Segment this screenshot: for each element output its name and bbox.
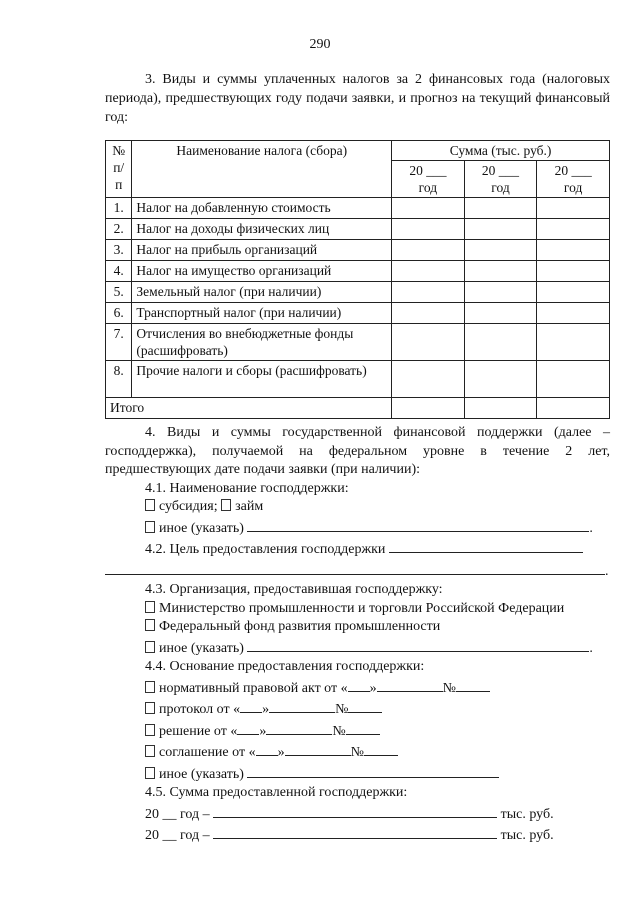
- unit-label: тыс. руб.: [500, 806, 554, 822]
- section-4: [105, 424, 610, 846]
- row-cell[interactable]: [537, 361, 610, 398]
- purpose-input-continued[interactable]: [105, 560, 605, 575]
- checkbox[interactable]: [145, 745, 155, 757]
- option-label: займ: [235, 499, 264, 514]
- row-cell[interactable]: [464, 261, 537, 282]
- row-cell[interactable]: [392, 303, 465, 324]
- checkbox[interactable]: [145, 767, 155, 779]
- date-day-input[interactable]: [256, 741, 278, 756]
- row-name: Налог на добавленную стоимость: [132, 198, 392, 219]
- row-cell[interactable]: [464, 398, 537, 419]
- row-cell[interactable]: [537, 240, 610, 261]
- date-input[interactable]: [269, 698, 335, 713]
- option-label: Федеральный фонд развития промышленности: [159, 619, 441, 634]
- date-input[interactable]: [377, 677, 443, 692]
- row-cell[interactable]: [392, 198, 465, 219]
- row-num: 7.: [106, 324, 132, 361]
- row-cell[interactable]: [392, 261, 465, 282]
- checkbox[interactable]: [145, 499, 155, 511]
- other-input[interactable]: [247, 637, 589, 652]
- row-num: 4.: [106, 261, 132, 282]
- year-prefix: 20 ___: [409, 163, 447, 178]
- option-label: Министерство промышленности и торговли Российской Федерации: [159, 600, 565, 616]
- checkbox[interactable]: [221, 499, 231, 511]
- s41-other: иное (указать) .: [105, 517, 610, 539]
- table-row: [106, 261, 610, 282]
- row-cell[interactable]: [464, 198, 537, 219]
- other-label: иное (указать): [159, 520, 244, 536]
- checkbox[interactable]: [145, 521, 155, 533]
- date-input[interactable]: [285, 741, 351, 756]
- other-label: иное (указать): [159, 766, 244, 782]
- row-cell[interactable]: [392, 324, 465, 361]
- year-prefix: 20 ___: [554, 163, 592, 178]
- page-number: 290: [309, 37, 331, 52]
- quote-close: »: [277, 745, 285, 760]
- other-input[interactable]: [247, 763, 499, 778]
- taxes-table: [105, 140, 610, 419]
- s44-option-4: [105, 741, 610, 763]
- num-sign: №: [350, 745, 364, 760]
- table-row: [106, 324, 610, 361]
- row-cell[interactable]: [537, 303, 610, 324]
- section-3-text: 3. Виды и суммы уплаченных налогов за 2 финансовых года (налоговых периода), предшествующих году подачи заявки, и прогноз на текущий финансовый год:: [105, 72, 610, 125]
- row-name: Налог на прибыль организаций: [132, 240, 392, 261]
- year-header-1: [392, 161, 465, 198]
- s43-other: иное (указать) .: [105, 637, 610, 659]
- row-cell[interactable]: [464, 219, 537, 240]
- row-num: 8.: [106, 361, 132, 398]
- table-row: [106, 361, 610, 398]
- amount-input[interactable]: [213, 824, 497, 839]
- quote-close: »: [369, 680, 377, 696]
- date-day-input[interactable]: [240, 698, 262, 713]
- date-input[interactable]: [266, 720, 332, 735]
- row-num: 3.: [106, 240, 132, 261]
- year-suffix: год: [491, 180, 510, 195]
- row-cell[interactable]: [464, 240, 537, 261]
- checkbox[interactable]: [145, 681, 155, 693]
- s44-other: [105, 763, 610, 785]
- table-total-row: [106, 398, 610, 419]
- s44-title: 4.4. Основание предоставления господдержки:: [145, 659, 425, 674]
- s41-options: [105, 498, 610, 517]
- number-input[interactable]: [348, 698, 382, 713]
- row-num: 1.: [106, 198, 132, 219]
- row-name: Транспортный налог (при наличии): [132, 303, 392, 324]
- option-label: протокол от «: [159, 702, 241, 717]
- s41-title: 4.1. Наименование господдержки:: [145, 480, 349, 496]
- s42-title: 4.2. Цель предоставления господдержки: [145, 542, 386, 557]
- checkbox[interactable]: [145, 641, 155, 653]
- row-cell[interactable]: [392, 398, 465, 419]
- s44-option-2: [105, 698, 610, 720]
- s43-option-2: [105, 618, 610, 637]
- row-num: 2.: [106, 219, 132, 240]
- section-4-text: 4. Виды и суммы государственной финансовой поддержки (далее – господдержка), получаемой на федеральном уровне в течение 2 лет, предшествующих дате подачи заявки (при наличии):: [105, 425, 610, 477]
- purpose-input[interactable]: [389, 538, 583, 553]
- number-input[interactable]: [346, 720, 380, 735]
- num-sign: №: [335, 702, 349, 717]
- row-cell[interactable]: [392, 219, 465, 240]
- row-num: 5.: [106, 282, 132, 303]
- option-label: субсидия;: [159, 499, 218, 514]
- row-name: Налог на доходы физических лиц: [132, 219, 392, 240]
- row-cell[interactable]: [537, 219, 610, 240]
- year-label: 20 __ год –: [145, 828, 210, 843]
- header-num: № п/п: [106, 141, 132, 198]
- number-input[interactable]: [456, 677, 490, 692]
- other-label: иное (указать): [159, 640, 244, 656]
- year-suffix: год: [418, 180, 438, 195]
- amount-input[interactable]: [213, 803, 497, 818]
- table-row: [106, 303, 610, 324]
- year-suffix: год: [563, 180, 583, 195]
- other-input[interactable]: [247, 517, 589, 532]
- row-name: Земельный налог (при наличии): [132, 282, 392, 303]
- table-row: [106, 282, 610, 303]
- year-header-3: [537, 161, 610, 198]
- year-prefix: 20 ___: [481, 163, 520, 178]
- year-label: 20 __ год –: [145, 806, 210, 822]
- header-sum: Сумма (тыс. руб.): [392, 141, 610, 161]
- row-cell[interactable]: [464, 282, 537, 303]
- row-cell[interactable]: [537, 282, 610, 303]
- num-sign: №: [332, 723, 346, 739]
- s45-row-1: [105, 803, 610, 825]
- s42-line: [105, 538, 610, 560]
- checkbox[interactable]: [145, 619, 155, 631]
- s42-continuation: .: [105, 560, 610, 582]
- row-cell[interactable]: [392, 282, 465, 303]
- row-cell[interactable]: [537, 398, 610, 419]
- option-label: нормативный правовой акт от «: [159, 680, 348, 696]
- row-cell[interactable]: [537, 324, 610, 361]
- table-row: [106, 198, 610, 219]
- row-cell[interactable]: [537, 261, 610, 282]
- quote-close: »: [259, 723, 267, 739]
- row-cell[interactable]: [464, 361, 537, 398]
- date-day-input[interactable]: [348, 677, 370, 692]
- option-label: решение от «: [159, 723, 238, 739]
- row-cell[interactable]: [392, 361, 465, 398]
- table-row: [106, 240, 610, 261]
- row-name: Налог на имущество организаций: [132, 261, 392, 282]
- unit-label: тыс. руб.: [500, 828, 554, 843]
- total-label: Итого: [106, 398, 392, 419]
- checkbox[interactable]: [145, 702, 155, 714]
- s43-option-1: [105, 600, 610, 619]
- number-input[interactable]: [364, 741, 398, 756]
- header-name: Наименование налога (сбора): [132, 141, 392, 198]
- num-sign: №: [442, 680, 456, 696]
- s45-row-2: [105, 824, 610, 846]
- s45-title: 4.5. Сумма предоставленной господдержки:: [145, 785, 408, 800]
- quote-close: »: [262, 702, 270, 717]
- row-cell[interactable]: [464, 303, 537, 324]
- date-day-input[interactable]: [237, 720, 259, 735]
- row-num: 6.: [106, 303, 132, 324]
- row-cell[interactable]: [464, 324, 537, 361]
- table-row: [106, 219, 610, 240]
- checkbox[interactable]: [145, 601, 155, 613]
- year-header-2: [464, 161, 537, 198]
- checkbox[interactable]: [145, 724, 155, 736]
- s43-title: 4.3. Организация, предоставившая господдержку:: [145, 582, 443, 597]
- row-name: Прочие налоги и сборы (расшифровать): [132, 361, 392, 398]
- option-label: соглашение от «: [159, 745, 256, 760]
- row-name: Отчисления во внебюджетные фонды (расшифровать): [132, 324, 392, 361]
- s44-option-1: [105, 677, 610, 699]
- row-cell[interactable]: [392, 240, 465, 261]
- row-cell[interactable]: [537, 198, 610, 219]
- s44-option-3: [105, 720, 610, 742]
